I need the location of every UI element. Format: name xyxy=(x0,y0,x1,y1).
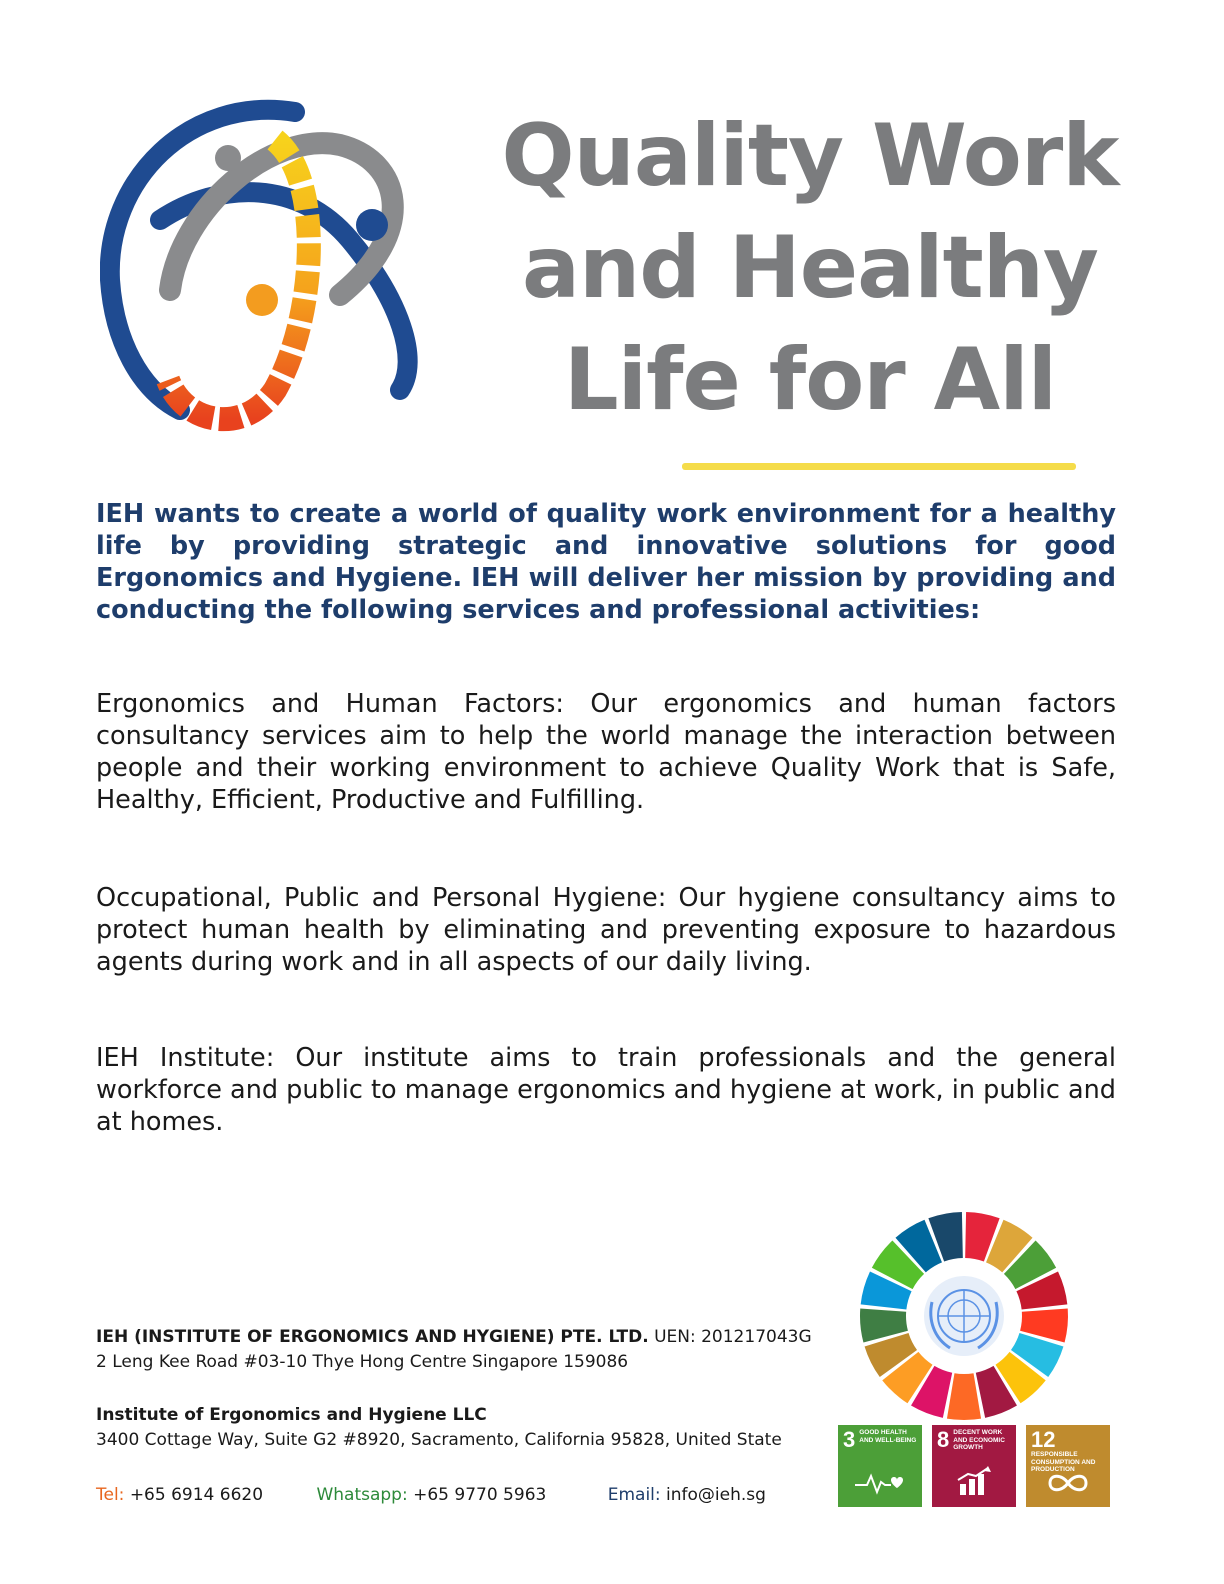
sdg-3-text: GOOD HEALTH AND WELL-BEING xyxy=(859,1429,917,1444)
sdg-tile-8 xyxy=(932,1425,1016,1507)
whatsapp-value: +65 9770 5963 xyxy=(413,1485,547,1505)
sdg-12-text: RESPONSIBLE CONSUMPTION AND PRODUCTION xyxy=(1031,1451,1096,1473)
mission-statement: IEH wants to create a world of quality work environment for a healthy life by providing strategic and innovative solutions for good Ergonomics and Hygiene. IEH will deliver her mission by providing and conducting the following services and professional activities: xyxy=(96,499,1116,625)
sdg-12-number: 12 xyxy=(1031,1427,1056,1452)
sg-company-name: IEH (INSTITUTE OF ERGONOMICS AND HYGIENE) PTE. LTD. xyxy=(96,1327,649,1347)
sg-company-block xyxy=(96,1325,812,1375)
heartbeat-icon xyxy=(838,1470,922,1501)
tel-contact[interactable] xyxy=(96,1483,263,1508)
sdg-wheel-segment xyxy=(947,1373,981,1420)
tel-label: Tel: xyxy=(96,1485,125,1505)
sdg-8-text: DECENT WORK AND ECONOMIC GROWTH xyxy=(953,1429,1005,1451)
contact-row xyxy=(96,1483,766,1508)
sdg-3-number: 3 xyxy=(843,1427,856,1452)
title-underline xyxy=(682,463,1076,470)
un-sdg-wheel xyxy=(858,1210,1070,1422)
sg-address: 2 Leng Kee Road #03-10 Thye Hong Centre Singapore 159086 xyxy=(96,1352,629,1372)
institute-paragraph: IEH Institute: Our institute aims to train professionals and the general workforce and public to manage ergonomics and hygiene at work, in public and at homes. xyxy=(96,1043,1116,1137)
whatsapp-label: Whatsapp: xyxy=(316,1485,408,1505)
us-company-name: Institute of Ergonomics and Hygiene LLC xyxy=(96,1405,487,1425)
hygiene-paragraph: Occupational, Public and Personal Hygiene: Our hygiene consultancy aims to protect human health by eliminating and preventing exposure to hazardous agents during work and in all aspects of our daily living. xyxy=(96,883,1116,977)
tel-value: +65 6914 6620 xyxy=(129,1485,264,1505)
headline-line-2: and Healthy xyxy=(522,218,1098,318)
ergonomics-paragraph: Ergonomics and Human Factors: Our ergonomics and human factors consultancy services aim to help the world manage the interaction between people and their working environment to achieve Quality Work that is Safe, Healthy, Efficient, Productive and Fulfilling. xyxy=(96,689,1116,815)
infinity-icon xyxy=(1026,1470,1110,1501)
email-contact[interactable] xyxy=(608,1483,766,1508)
ieh-logo xyxy=(100,90,430,435)
us-company-block xyxy=(96,1403,782,1453)
headline xyxy=(470,100,1150,436)
email-value: info@ieh.sg xyxy=(666,1485,766,1505)
headline-line-3: Life for All xyxy=(563,330,1057,430)
sdg-8-number: 8 xyxy=(937,1427,950,1452)
growth-chart-icon xyxy=(932,1466,1016,1501)
sdg-tile-12 xyxy=(1026,1425,1110,1507)
sdg-tile-3 xyxy=(838,1425,922,1507)
whatsapp-contact[interactable] xyxy=(316,1483,546,1508)
un-emblem-icon xyxy=(924,1276,1004,1356)
headline-line-1: Quality Work xyxy=(501,106,1119,206)
sg-uen: UEN: 201217043G xyxy=(654,1327,812,1347)
us-address: 3400 Cottage Way, Suite G2 #8920, Sacramento, California 95828, United State xyxy=(96,1430,782,1450)
email-label: Email: xyxy=(607,1485,661,1505)
